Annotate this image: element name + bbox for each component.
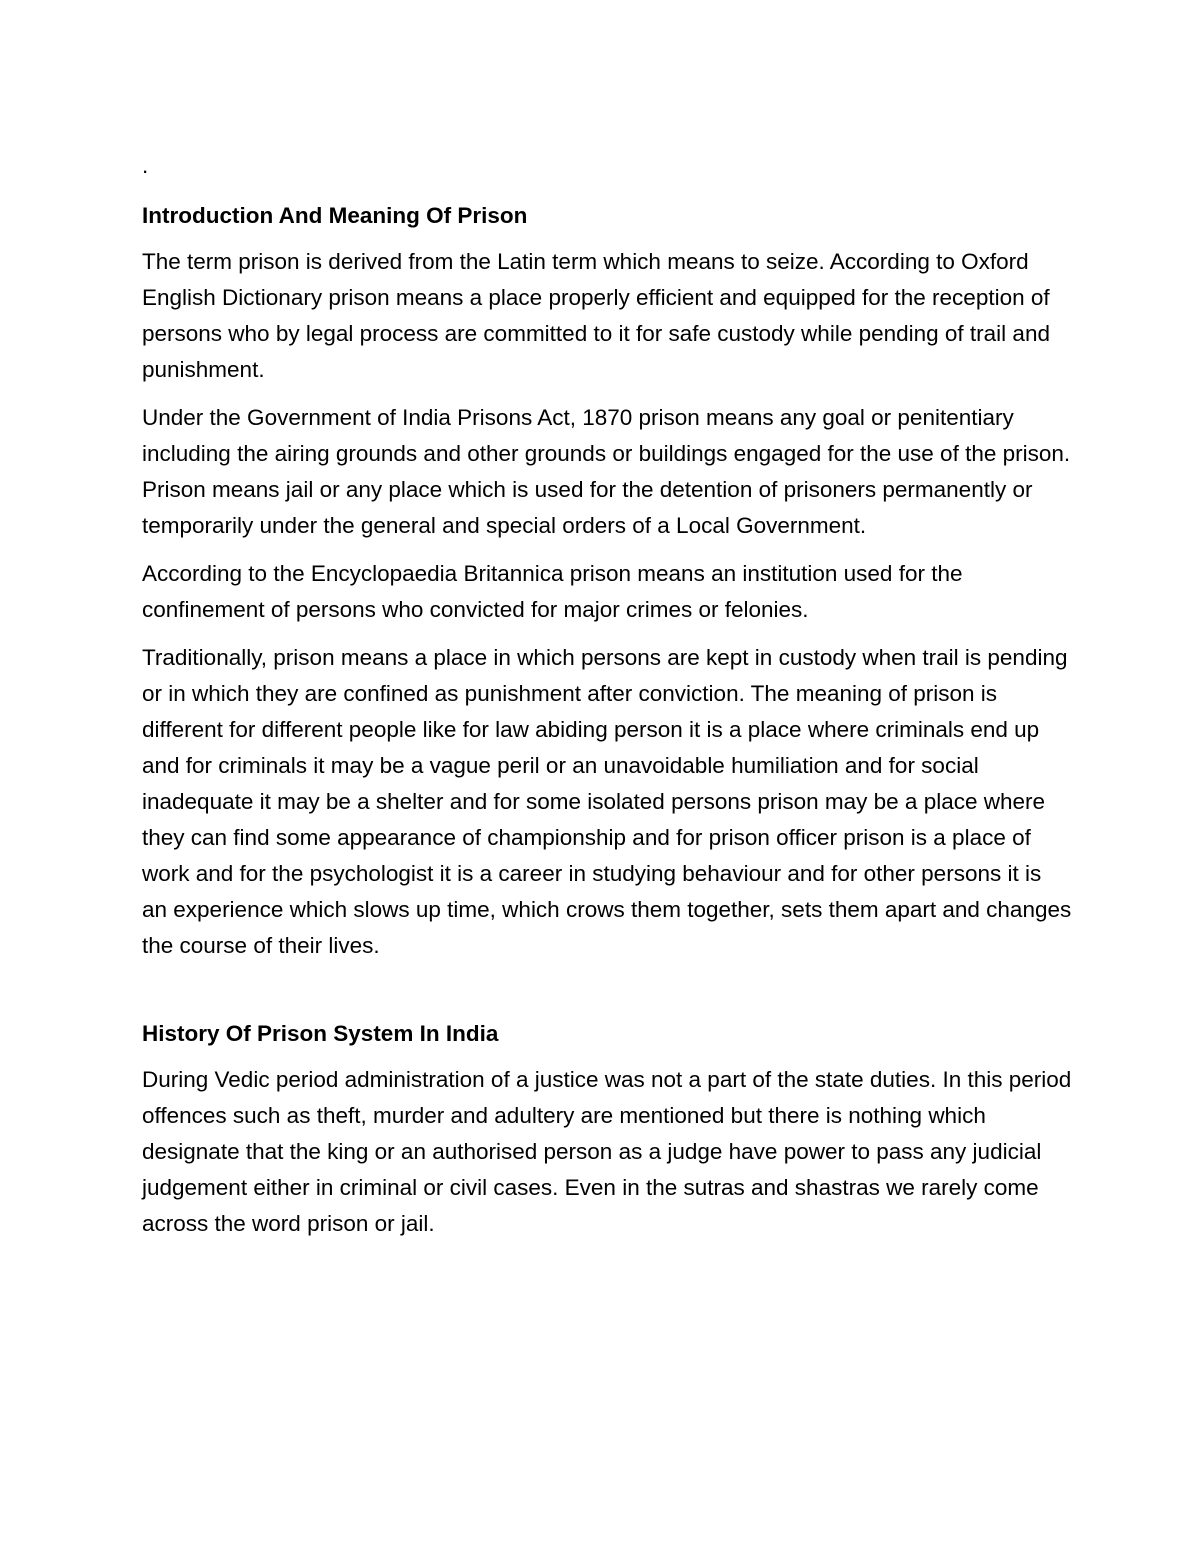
paragraph-britannica: According to the Encyclopaedia Britannica prison means an institution used for the confinement of persons who convicted for major crimes or felonies. bbox=[142, 561, 963, 622]
section-heading-history: History Of Prison System In India bbox=[142, 1021, 499, 1046]
paragraph-vedic-period: During Vedic period administration of a justice was not a part of the state duties. In this period offences such as theft, murder and adultery are mentioned but there is nothing which designate that the king or an authorised person as a judge have power to pass any judicial judgement either in criminal or civil cases. Even in the sutras and shastras we rarely come across the word prison or jail. bbox=[142, 1067, 1072, 1236]
leading-mark: . bbox=[142, 153, 149, 178]
paragraph-term-origin: The term prison is derived from the Latin term which means to seize. According to Oxford English Dictionary prison means a place properly efficient and equipped for the reception of persons who by legal process are committed to it for safe custody while pending of trail and punishment. bbox=[142, 249, 1050, 382]
section-spacer bbox=[142, 976, 1072, 1016]
section-heading-introduction: Introduction And Meaning Of Prison bbox=[142, 203, 528, 228]
paragraph-prisons-act: Under the Government of India Prisons Act, 1870 prison means any goal or penitentiary including the airing grounds and other grounds or buildings engaged for the use of the prison. Prison means jail or any place which is used for the detention of prisoners permanently or temporarily under the general and special orders of a Local Government. bbox=[142, 405, 1071, 538]
paragraph-traditional-meaning: Traditionally, prison means a place in which persons are kept in custody when trail is pending or in which they are confined as punishment after conviction. The meaning of prison is different for different people like for law abiding person it is a place where criminals end up and for criminals it may be a vague peril or an unavoidable humiliation and for social inadequate it may be a shelter and for some isolated persons prison may be a place where they can find some appearance of championship and for prison officer prison is a place of work and for the psychologist it is a career in studying behaviour and for other persons it is an experience which slows up time, which crows them together, sets them apart and changes the course of their lives. bbox=[142, 645, 1072, 958]
document-body bbox=[142, 148, 1072, 1254]
